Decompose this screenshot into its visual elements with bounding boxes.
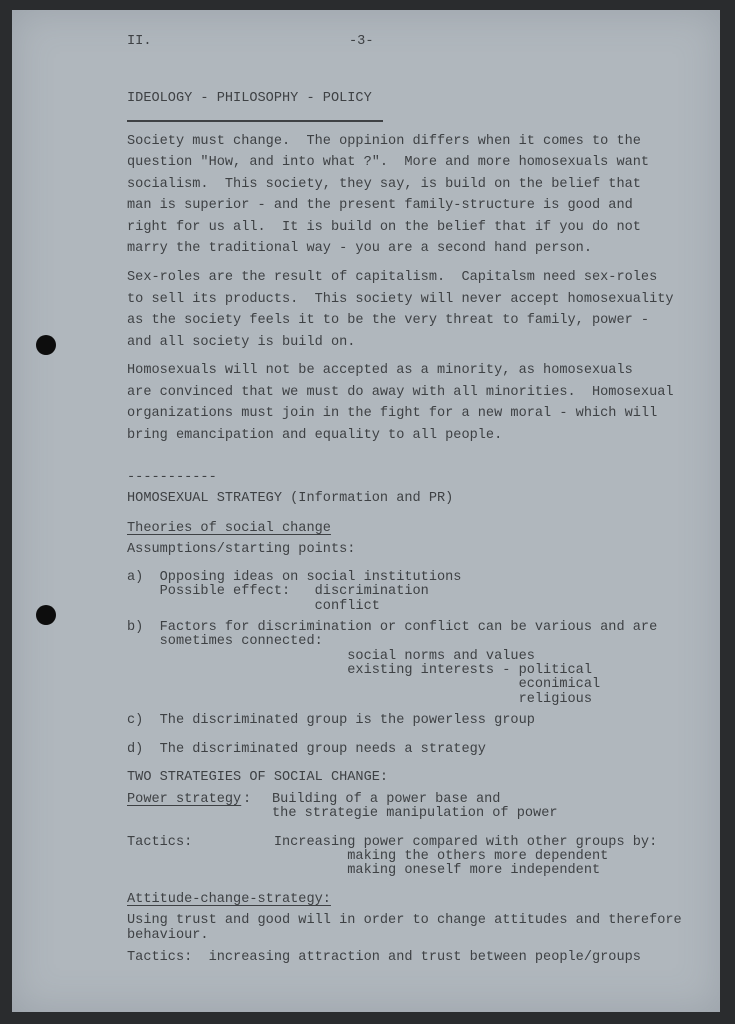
text-line: to sell its products. This society will never accept homosexuality [127,292,674,307]
text-line: making oneself more independent [127,863,601,878]
strategy-title: HOMOSEXUAL STRATEGY (Information and PR) [127,491,454,506]
attitude-strategy-label: Attitude-change-strategy: [127,892,331,907]
title-underline [127,120,383,122]
text-line: and all society is build on. [127,335,356,350]
text-line: Using trust and good will in order to change attitudes and therefore [127,913,682,928]
section-number: II. [127,34,152,49]
text-line: Building of a power base and [272,792,501,807]
text-line: econimical [127,677,601,692]
separator-line: ----------- [127,470,217,485]
text-line: making the others more dependent [127,849,609,864]
text-line: marry the traditional way - you are a second hand person. [127,241,592,256]
section-title: IDEOLOGY - PHILOSOPHY - POLICY [127,91,372,106]
text-line: Possible effect: discrimination [127,584,429,599]
text-line: right for us all. It is build on the belief that if you do not [127,220,641,235]
text-line: question "How, and into what ?". More and more homosexuals want [127,155,650,170]
tactics-attitude: Tactics: increasing attraction and trust between people/groups [127,950,641,965]
text-line: sometimes connected: [127,634,323,649]
text-line: conflict [127,599,380,614]
text-line: organizations must join in the fight for a new moral - which will [127,406,658,421]
text-line: social norms and values [127,649,535,664]
punch-hole [36,605,56,625]
text-line: b) Factors for discrimination or conflict can be various and are [127,620,658,635]
text-line: the strategie manipulation of power [272,806,558,821]
text-line: are convinced that we must do away with all minorities. Homosexual [127,385,674,400]
item-d: d) The discriminated group needs a strategy [127,742,486,757]
text-line: a) Opposing ideas on social institutions [127,570,462,585]
punch-hole [36,335,56,355]
text-line: Homosexuals will not be accepted as a minority, as homosexuals [127,363,633,378]
text-line: Society must change. The oppinion differs when it comes to the [127,134,641,149]
text-line: man is superior - and the present family-structure is good and [127,198,633,213]
text-line: as the society feels it to be the very threat to family, power - [127,313,650,328]
text-line: socialism. This society, they say, is build on the belief that [127,177,641,192]
text-line: behaviour. [127,928,209,943]
text-line: Sex-roles are the result of capitalism. Capitalsm need sex-roles [127,270,658,285]
power-strategy-label: Power strategy [127,792,242,807]
item-c: c) The discriminated group is the powerless group [127,713,535,728]
text-line: religious [127,692,592,707]
text-line: Tactics: Increasing power compared with other groups by: [127,835,658,850]
subtitle-theories: Theories of social change [127,521,331,536]
power-strategy-colon: : [243,792,252,807]
assumptions-label: Assumptions/starting points: [127,542,356,557]
page-number: -3- [349,34,374,49]
text-line: existing interests - political [127,663,592,678]
two-strategies-heading: TWO STRATEGIES OF SOCIAL CHANGE: [127,770,389,785]
text-line: bring emancipation and equality to all people. [127,428,503,443]
